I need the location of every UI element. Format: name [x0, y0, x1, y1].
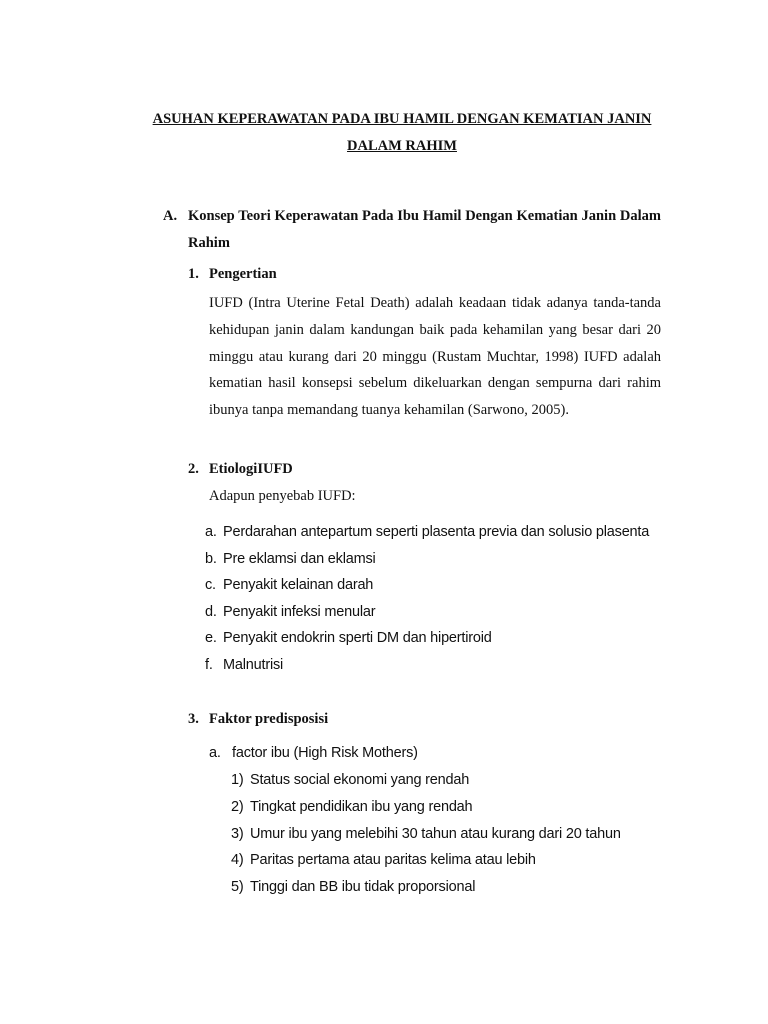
sub-item-heading: factor ibu (High Risk Mothers) [232, 745, 418, 761]
list-item-marker: 5) [231, 879, 244, 895]
list-item: Umur ibu yang melebihi 30 tahun atau kurang dari 20 tahun [250, 826, 621, 842]
list-item: Perdarahan antepartum seperti plasenta previa dan solusio plasenta [223, 524, 650, 540]
list-item-marker: d. [205, 604, 217, 620]
section-3-marker: 3. [188, 711, 199, 727]
section-2-marker: 2. [188, 461, 199, 477]
list-item-marker: 1) [231, 772, 244, 788]
list-item: Tingkat pendidikan ibu yang rendah [250, 799, 473, 815]
list-item-marker: 3) [231, 826, 244, 842]
list-item-marker: b. [205, 551, 217, 567]
section-1-heading: Pengertian [209, 266, 277, 282]
list-item: Malnutrisi [223, 657, 284, 673]
section-3-heading: Faktor predisposisi [209, 711, 329, 727]
list-item: Tinggi dan BB ibu tidak proporsional [250, 879, 476, 895]
list-item-marker: 2) [231, 799, 244, 815]
list-item: Pre eklamsi dan eklamsi [223, 551, 376, 567]
section-2-intro: Adapun penyebab IUFD: [209, 488, 356, 504]
section-2-heading: EtiologiIUFD [209, 461, 293, 477]
section-a-heading: Konsep Teori Keperawatan Pada Ibu Hamil Dengan Kematian Janin Dalam Rahim [188, 208, 661, 251]
section-1-body: IUFD (Intra Uterine Fetal Death) adalah keadaan tidak adanya tanda-tanda kehidupan janin dalam kandungan baik pada kehamilan yang besar dari 20 minggu atau kurang dari 20 minggu (Rustam Muchtar, 1998) IUFD adalah kematian hasil konsepsi sebelum dikeluarkan dengan sempurna dari rahim ibunya tanpa memandang tuanya kehamilan (Sarwono, 2005). [209, 295, 661, 419]
title-line-1: ASUHAN KEPERAWATAN PADA IBU HAMIL DENGAN KEMATIAN JANIN [152, 111, 652, 127]
list-item-marker: a. [205, 524, 217, 540]
list-item-marker: f. [205, 657, 213, 673]
list-item: Paritas pertama atau paritas kelima atau lebih [250, 852, 536, 868]
list-item-marker: e. [205, 630, 217, 646]
list-item: Penyakit kelainan darah [223, 577, 374, 593]
title-line-2: DALAM RAHIM [347, 137, 457, 154]
list-item: Status social ekonomi yang rendah [250, 772, 470, 788]
list-item: Penyakit infeksi menular [223, 604, 376, 620]
document-title [140, 106, 664, 159]
list-item-marker: 4) [231, 852, 244, 868]
sub-item-marker: a. [209, 745, 221, 761]
section-1-marker: 1. [188, 266, 199, 282]
section-a-marker: A. [163, 208, 178, 224]
list-item: Penyakit endokrin sperti DM dan hipertiroid [223, 630, 492, 646]
list-item-marker: c. [205, 577, 216, 593]
